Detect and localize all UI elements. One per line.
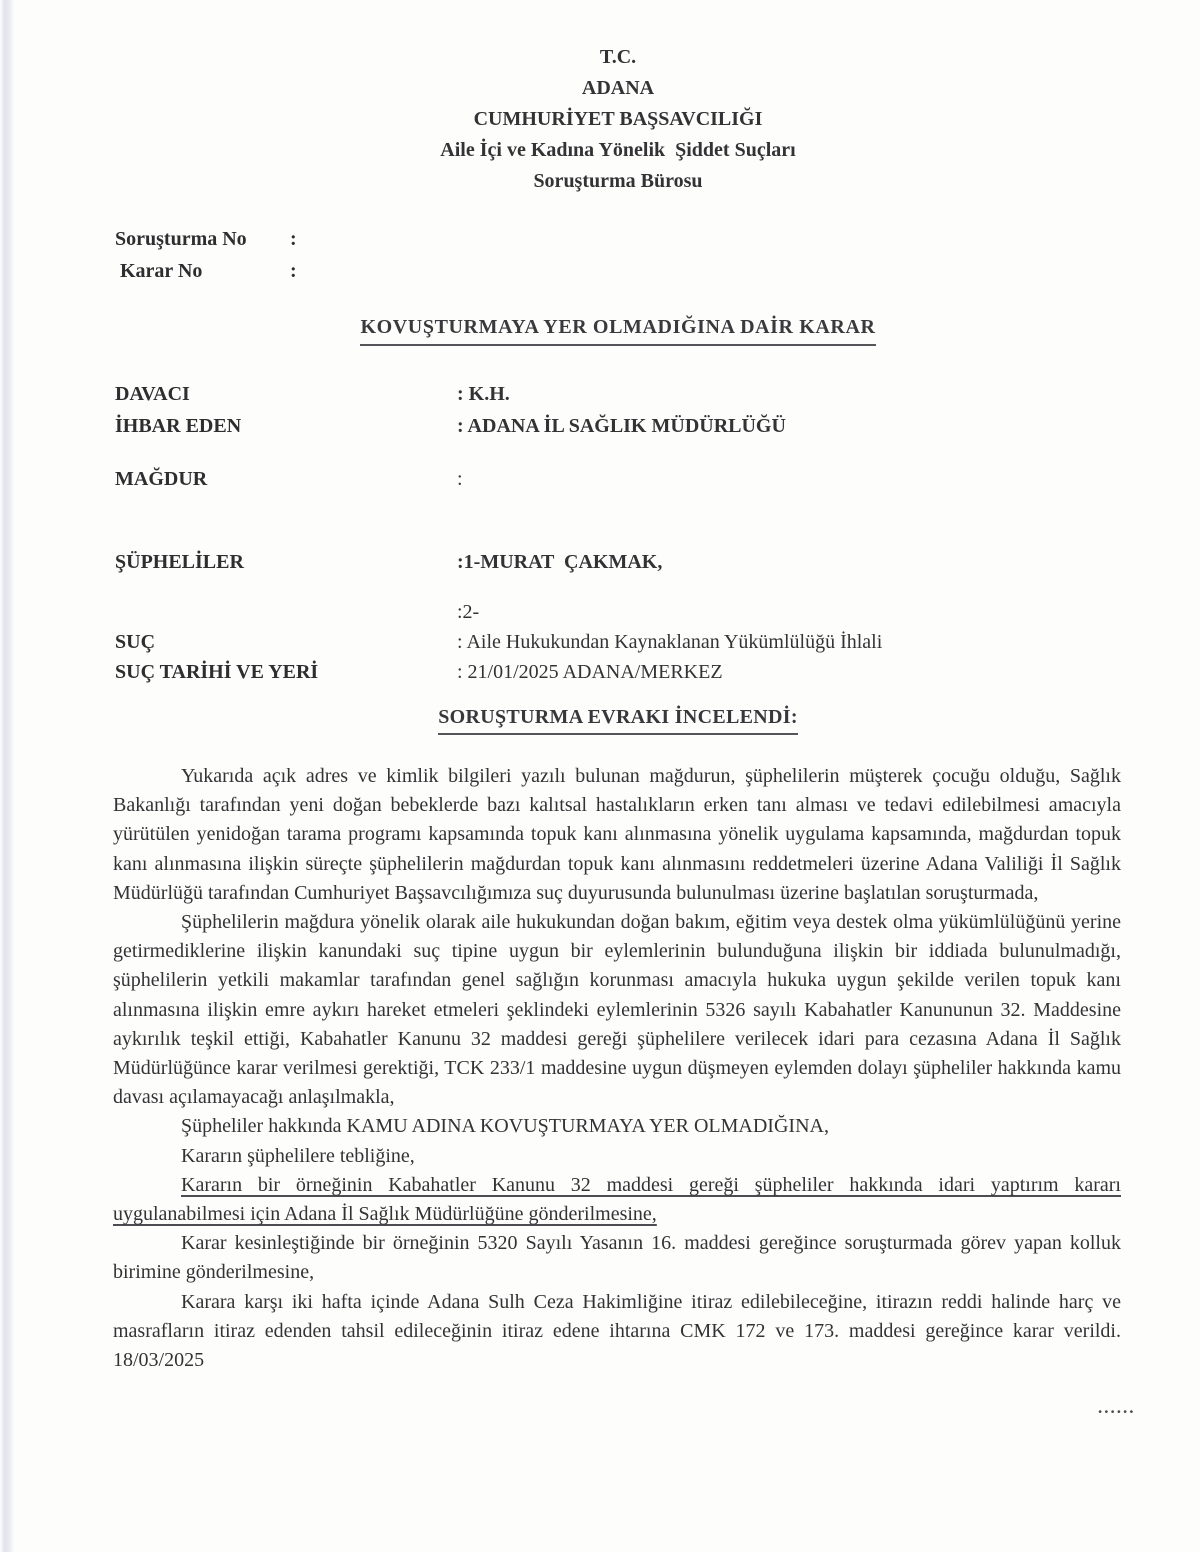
signature-dots: ...... [1098, 1398, 1136, 1417]
scan-edge-artifact [0, 0, 14, 1552]
case-number-row [115, 228, 297, 254]
party-label: İHBAR EDEN [115, 415, 242, 437]
document-content [113, 0, 1136, 1552]
letterhead [113, 42, 1123, 197]
body-paragraph-facts: Yukarıda açık adres ve kimlik bilgileri yazılı bulunan mağdurun, şüphelilerin müşterek çocuğu olduğu, Sağlık Bakanlığı tarafından yeni doğan bebeklerde bazı kalıtsal hastalıkların erken tanı alması ve tedavi edilebilmesi amacıyla yürütülen yenidoğan tarama programı kapsamında topuk kanı alınmasına yönelik uygulama kapsamında, mağdurdan topuk kanı alınmasına ilişkin süreçte şüphelilerin mağdurdan topuk kanı alınmasını reddetmeleri üzerine Adana Valiliği İl Sağlık Müdürlüğü tarafından Cumhuriyet Başsavcılığımıza suç duyurusunda bulunulması üzerine başlatılan soruşturmada, [113, 765, 1121, 904]
decision-title: KOVUŞTURMAYA YER OLMADIĞINA DAİR KARAR [113, 316, 1123, 346]
party-label: SUÇ TARİHİ VE YERİ [115, 661, 319, 683]
body-paragraph-law-enforcement-copy: Karar kesinleştiğinde bir örneğinin 5320 Sayılı Yasanın 16. maddesi gereğince soruşturmada görev yapan kolluk birimine gönderilmesine, [113, 1232, 1121, 1284]
letterhead-line-republic: T.C. [599, 46, 637, 68]
body-paragraph-assessment: Şüphelilerin mağdura yönelik olarak aile hukukundan doğan bakım, eğitim veya destek olma yükümlülüğünü yerine getirmediklerine ilişkin kanundaki suç tipine uygun bir eylemlerinin bulunduğuna ilişkin bir iddiada bulunulmadığı, şüphelilerin yetkili makamlar tarafından genel sağlığın korunması amacıyla hukuka uygun şekilde verilen topuk kanı alınmasına ilişkin emre aykırı hareket etmeleri şeklindeki eylemlerinin 5326 sayılı Kabahatler Kanununun 32. Maddesine aykırılık teşkil ettiği, Kabahatler Kanunu 32 maddesi gereği şüphelilere verilecek idari para cezasına Adana İl Sağlık Müdürlüğünce karar verilmesi gerektiği, TCK 233/1 maddesine uygun düşmeyen eylemden dolayı şüpheliler hakkında kamu davası açılamayacağı anlaşılmakla, [113, 911, 1121, 1109]
party-value: : K.H. [457, 383, 510, 405]
letterhead-line-city: ADANA [581, 77, 655, 99]
investigation-no-label: Soruşturma No [115, 228, 247, 250]
party-label: ŞÜPHELİLER [115, 551, 244, 573]
party-value: : 21/01/2025 ADANA/MERKEZ [457, 661, 723, 683]
section-heading: SORUŞTURMA EVRAKI İNCELENDİ: [113, 706, 1123, 735]
letterhead-line-bureau: Soruşturma Bürosu [533, 170, 703, 192]
party-label: SUÇ [115, 631, 156, 653]
investigation-no-colon: : [290, 228, 297, 250]
body-paragraph-appeal-notice: Karara karşı iki hafta içinde Adana Sulh Ceza Hakimliğine itiraz edilebileceğine, itirazın reddi halinde harç ve masrafların itiraz edenden tahsil edileceğinin itiraz edene ihtarına CMK 172 ve 173. maddesi gereğince karar verildi. 18/03/2025 [113, 1290, 1121, 1372]
party-value: : [457, 468, 463, 490]
party-value: : Aile Hukukundan Kaynaklanan Yükümlülüğü İhlali [457, 631, 883, 653]
party-value: :1-MURAT ÇAKMAK, [457, 551, 663, 573]
decision-no-colon: : [290, 260, 297, 282]
party-value: : ADANA İL SAĞLIK MÜDÜRLÜĞÜ [457, 415, 786, 437]
party-label: DAVACI [115, 383, 190, 405]
decision-no-label: Karar No [120, 260, 203, 282]
body-paragraph-ruling: Şüpheliler hakkında KAMU ADINA KOVUŞTURMAYA YER OLMADIĞINA, [181, 1115, 829, 1138]
party-value: :2- [457, 601, 480, 623]
body-paragraph-administrative-sanction: Kararın bir örneğinin Kabahatler Kanunu 32 maddesi gereği şüpheliler hakkında idari yaptırım kararı uygulanabilmesi için Adana İl Sağlık Müdürlüğüne gönderilmesine, [113, 1173, 1121, 1226]
party-label: MAĞDUR [115, 468, 208, 490]
decision-body [113, 762, 1121, 1375]
body-paragraph-notification: Kararın şüphelilere tebliğine, [181, 1144, 415, 1167]
letterhead-line-office: CUMHURİYET BAŞSAVCILIĞI [473, 108, 763, 130]
letterhead-line-bureau-type: Aile İçi ve Kadına Yönelik Şiddet Suçları [440, 139, 796, 161]
case-number-row [120, 260, 297, 286]
